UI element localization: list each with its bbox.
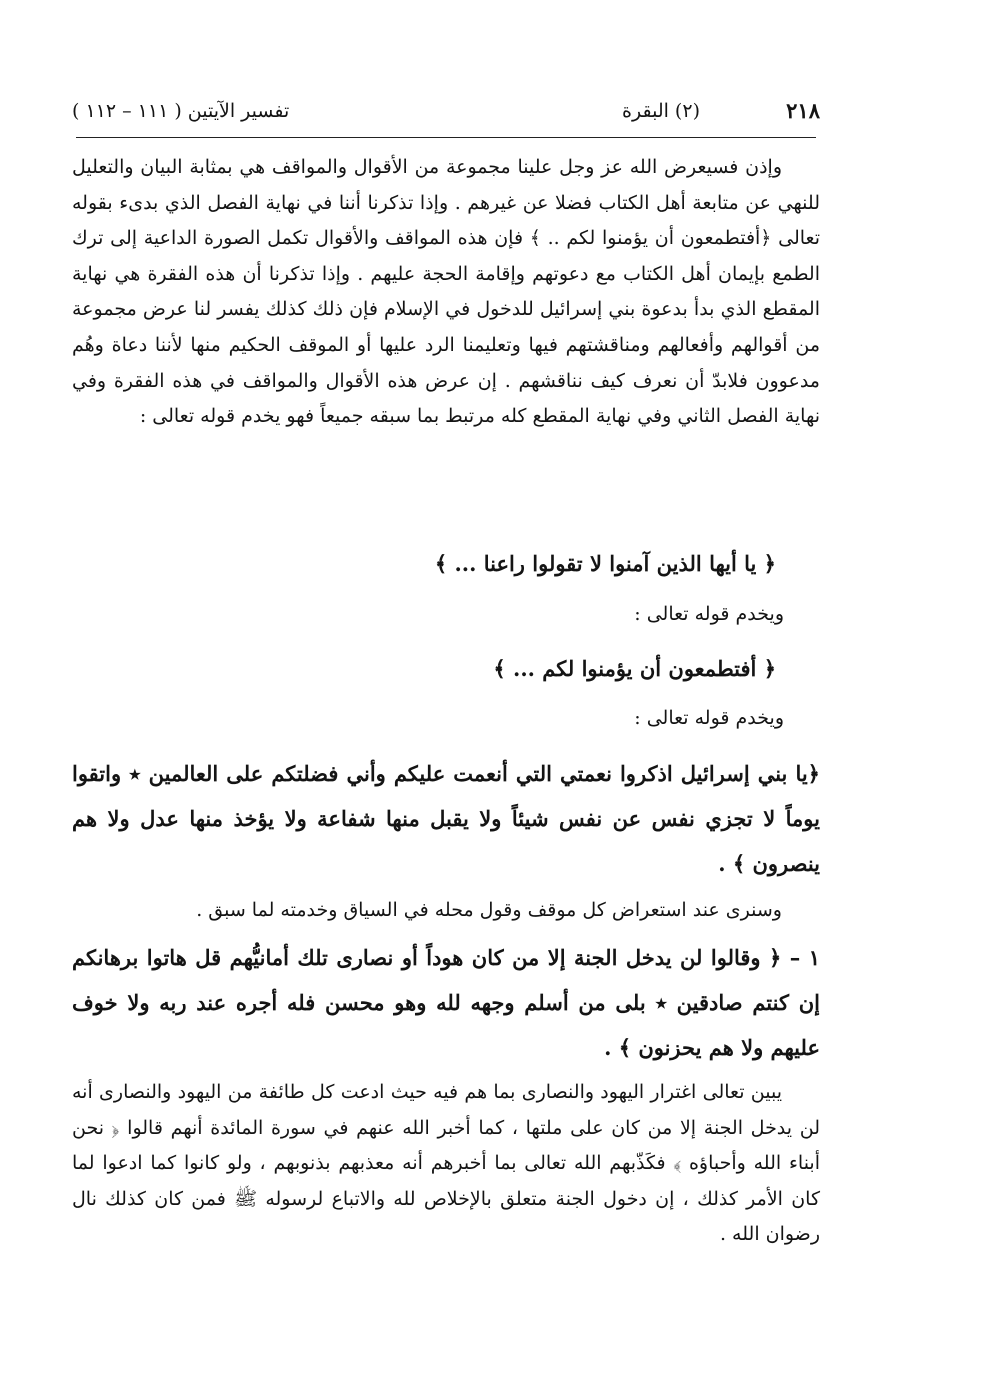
paragraph-intro: وإذن فسيعرض الله عز وجل علينا مجموعة من الأقوال والمواقف هي بمثابة البيان والتعليل للنهي عن متابعة أهل الكتاب فضلا عن غيرهم . وإذا تذكرنا أننا في نهاية الفصل الذي بدىء بقوله تعالى ﴿أفتطمعون أن يؤمنوا لكم .. ﴾ فإن هذه المواقف والأقوال تكمل الصورة الداعية إلى ترك الطمع بإيمان أهل الكتاب مع دعوتهم وإقامة الحجة عليهم . وإذا تذكرنا أن هذه الفقرة هي نهاية المقطع الذي بدأ بدعوة بني إسرائيل للدخول في الإسلام فإن ذلك كذلك يفسر لنا عرض مجموعة من أقوالهم وأفعالهم ومناقشتهم فيها وتعليمنا الرد عليها أو الموقف الحكيم منها لأننا دعاة وهُم مدعوون فلابدّ أن نعرف كيف نناقشهم . إن عرض هذه الأقوال والمواقف في هذه الفقرة وفي نهاية الفصل الثاني وفي نهاية المقطع كله مرتبط بما سبقه جميعاً فهو يخدم قوله تعالى : <box>72 156 820 428</box>
quran-verse-2: ﴿ أفتطمعون أن يؤمنوا لكم ... ﴾ <box>493 656 776 681</box>
paragraph-explanation: يبين تعالى اغترار اليهود والنصارى بما هم فيه حيث ادعت كل طائفة من اليهود والنصارى أنه لن يدخل الجنة إلا من كان على ملتها ، كما أخبر الله عنهم في سورة المائدة أنهم قالوا ﴿ نحن أبناء الله وأحباؤه ﴾ فكَذّبهم الله تعالى بما أخبرهم أنه معذبهم بذنوبهم ، ولو كانوا كما ادعوا لما كان الأمر كذلك ، إن دخول الجنة متعلق بالإخلاص لله والاتباع لرسوله ﷺ فمن كان كذلك نال رضوان الله . <box>72 1081 820 1246</box>
quran-verse-1: ﴿ يا أيها الذين آمنوا لا تقولوا راعنا ... ﴾ <box>434 551 776 576</box>
section-title: تفسير الآيتين ( ١١١ – ١١٢ ) <box>72 100 290 122</box>
paragraph-context: وسنرى عند استعراض كل موقف وقول محله في السياق وخدمته لما سبق . <box>196 899 782 921</box>
quran-verse-4: ١ – ﴿ وقالوا لن يدخل الجنة إلا من كان هوداً أو نصارى تلك أمانيُّهم قل هاتوا برهانكم إن كنتم صادقين ٭ بلى من أسلم وجهه لله وهو محسن فله أجره عند ربه ولا خوف عليهم ولا هم يحزنون ﴾ . <box>72 945 820 1060</box>
lead-text-2: ويخدم قوله تعالى : <box>634 707 784 729</box>
surah-name: (٢) البقرة <box>622 100 700 122</box>
quran-verse-3: ﴿يا بني إسرائيل اذكروا نعمتي التي أنعمت عليكم وأني فضلتكم على العالمين ٭ واتقوا يوماً لا تجزي نفس عن نفس شيئاً ولا يقبل منها شفاعة ولا يؤخذ منها عدل ولا هم ينصرون ﴾ . <box>72 761 820 876</box>
lead-text-1: ويخدم قوله تعالى : <box>634 603 784 625</box>
header-divider <box>76 137 816 138</box>
page-header <box>72 92 820 132</box>
page-number: ٢١٨ <box>786 98 820 123</box>
